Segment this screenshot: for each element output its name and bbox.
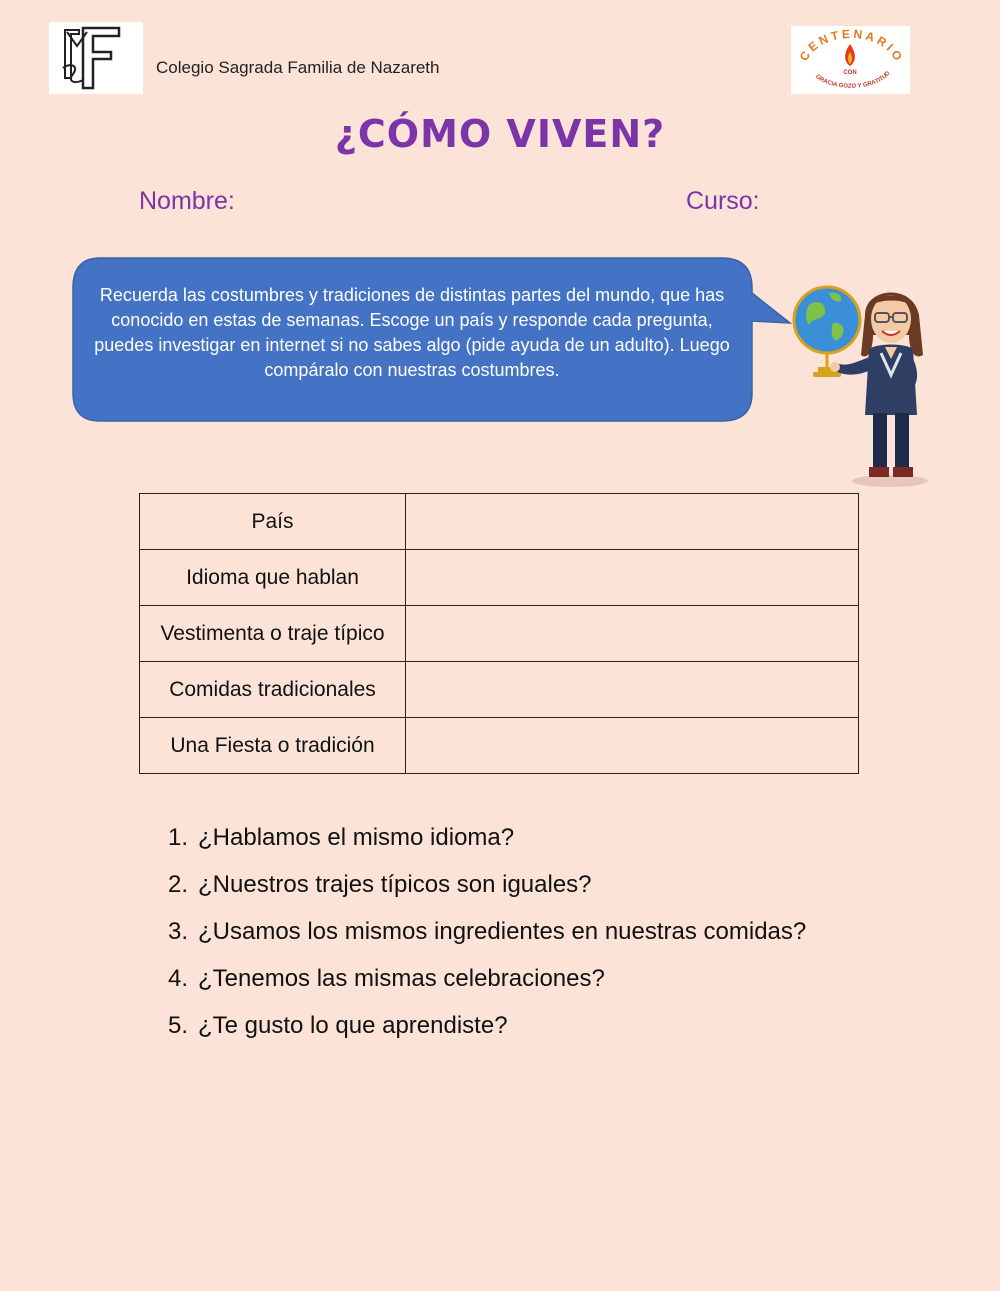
question-text: ¿Nuestros trajes típicos son iguales?	[198, 871, 592, 898]
question-number: 5.	[168, 1012, 189, 1039]
question-number: 3.	[168, 918, 189, 945]
table-row	[140, 494, 859, 550]
msf-logo-icon	[49, 22, 143, 94]
name-label: Nombre:	[139, 187, 235, 215]
question-item	[168, 1008, 806, 1055]
school-logo	[49, 22, 143, 94]
answer-cell[interactable]	[406, 718, 859, 774]
question-number: 2.	[168, 871, 189, 898]
question-item	[168, 914, 806, 961]
answer-cell[interactable]	[406, 494, 859, 550]
question-item	[168, 961, 806, 1008]
table-row	[140, 606, 859, 662]
row-label: Vestimenta o traje típico	[140, 606, 406, 662]
answer-cell[interactable]	[406, 550, 859, 606]
centenario-badge-icon	[791, 26, 910, 94]
table-row	[140, 550, 859, 606]
centenario-caption-text: GRACIA GOZO Y GRATITUD	[814, 70, 892, 90]
answer-cell[interactable]	[406, 606, 859, 662]
centenario-arc-text: CENTENARIO	[796, 26, 907, 66]
country-info-table	[139, 493, 859, 774]
table-row	[140, 662, 859, 718]
question-text: ¿Hablamos el mismo idioma?	[198, 824, 515, 851]
question-text: ¿Usamos los mismos ingredientes en nuestras comidas?	[198, 918, 807, 945]
page-title: ¿CÓMO VIVEN?	[334, 112, 666, 156]
row-label: País	[140, 494, 406, 550]
row-label: Comidas tradicionales	[140, 662, 406, 718]
question-text: ¿Te gusto lo que aprendiste?	[198, 1012, 508, 1039]
teacher-globe-illustration	[785, 275, 935, 490]
question-number: 1.	[168, 824, 189, 851]
instructions-text: Recuerda las costumbres y tradiciones de distintas partes del mundo, que has conocido en estas de semanas. Escoge un país y responde cada pregunta, puedes investigar en internet si no sabes algo (pide ayuda de un adulto). Luego compáralo con nuestras costumbres.	[94, 285, 730, 380]
answer-cell[interactable]	[406, 662, 859, 718]
question-list	[168, 820, 806, 1055]
question-item	[168, 867, 806, 914]
school-name: Colegio Sagrada Familia de Nazareth	[156, 58, 440, 77]
row-label: Una Fiesta o tradición	[140, 718, 406, 774]
course-label: Curso:	[686, 187, 760, 215]
question-text: ¿Tenemos las mismas celebraciones?	[198, 965, 605, 992]
table-row	[140, 718, 859, 774]
centenario-small-text: CON	[843, 70, 857, 76]
question-number: 4.	[168, 965, 189, 992]
centenario-logo	[791, 26, 910, 94]
row-label: Idioma que hablan	[140, 550, 406, 606]
question-item	[168, 820, 806, 867]
